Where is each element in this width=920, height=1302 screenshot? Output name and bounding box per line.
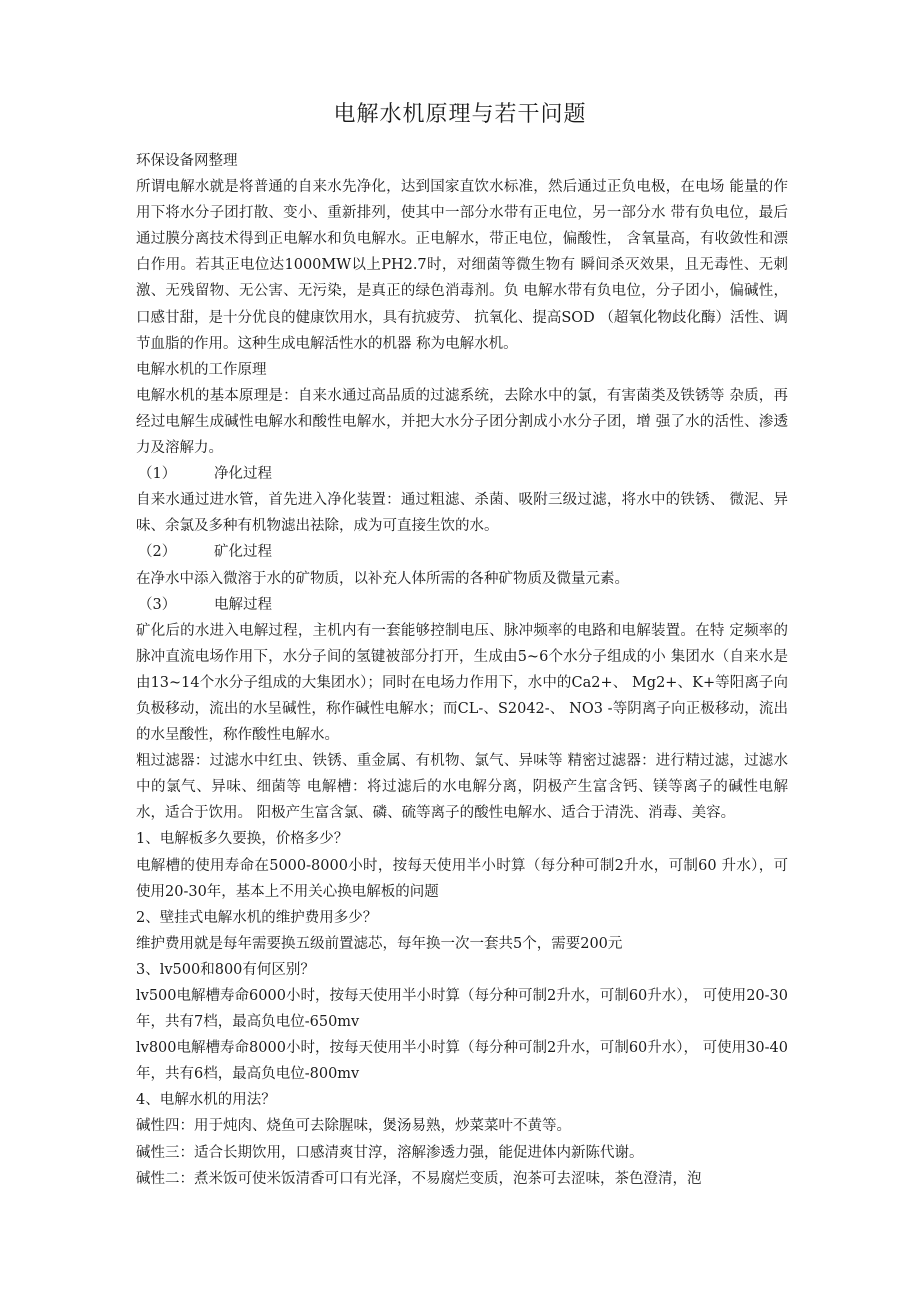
step2-heading [136, 539, 788, 565]
document-title: 电解水机原理与若干问题 [333, 102, 587, 127]
answer-1: 电解槽的使用寿命在5000-8000小时，按每天使用半小时算（每分种可制2升水，可制60 升水），可使用20-30年，基本上不用关心换电解板的问题 [136, 857, 788, 900]
question-3: 3、lv500和800有何区别？ [136, 961, 315, 978]
usage-alkaline-4: 碱性四：用于炖肉、烧鱼可去除腥味，煲汤易熟，炒菜菜叶不黄等。 [136, 1118, 571, 1135]
question-2: 2、壁挂式电解水机的维护费用多少？ [136, 909, 378, 926]
question-1: 1、电解板多久要换，价格多少？ [136, 831, 349, 848]
step1-paragraph: 自来水通过进水管，首先进入净化装置：通过粗滤、杀菌、吸附三级过滤，将水中的铁锈、 微泥、异味、余氯及多种有机物滤出祛除，成为可直接生饮的水。 [136, 492, 788, 535]
step1-number: （1） [138, 466, 177, 483]
document-body [136, 148, 788, 1192]
step3-title: 电解过程 [214, 596, 272, 613]
answer-3-lv800: lv800电解槽寿命8000小时，按每天使用半小时算（每分种可制2升水，可制60升水）， 可使用30-40年，共有6档，最高负电位-800mv [136, 1040, 788, 1083]
source-line: 环保设备网整理 [136, 153, 238, 169]
step1-title: 净化过程 [214, 466, 272, 483]
principle-paragraph: 电解水机的基本原理是：自来水通过高品质的过滤系统，去除水中的氯，有害菌类及铁锈等 杂质，再经过电解生成碱性电解水和酸性电解水，并把大水分子团分割成小水分子团，增 强了水的活性、渗透力及溶解力。 [136, 387, 788, 457]
intro-paragraph: 所谓电解水就是将普通的自来水先净化，达到国家直饮水标准，然后通过正负电极，在电场 能量的作用下将水分子团打散、变小、重新排列，使其中一部分水带有正电位，另一部分水 带有负电位，最后通过膜分离技术得到正电解水和负电解水。正电解水，带正电位，偏酸性， 含氧量高，有收敛性和漂白作用。若其正电位达1000MW以上PH2.7时，对细菌等微生物有 瞬间杀灭效果，且无毒性、无刺激、无残留物、无公害、无污染，是真正的绿色消毒剂。负 电解水带有负电位，分子团小，偏碱性，口感甘甜，是十分优良的健康饮用水，具有抗疲劳、 抗氧化、提高SOD （超氧化物歧化酶）活性、调节血脂的作用。这种生成电解活性水的机器 称为电解水机。 [136, 179, 788, 352]
step1-heading [136, 461, 788, 487]
step3-paragraph: 矿化后的水进入电解过程，主机内有一套能够控制电压、脉冲频率的电路和电解装置。在特 定频率的脉冲直流电场作用下，水分子间的氢键被部分打开，生成由5~6个水分子组成的小 集团水（自来水是由13~14个水分子组成的大集团水）；同时在电场力作用下，水中的Ca2+、 Mg2+、K+等阳离子向负极移动，流出的水呈碱性，称作碱性电解水；而CL-、S2042-、 NO3 -等阴离子向正极移动，流出的水呈酸性，称作酸性电解水。 [136, 622, 788, 744]
usage-alkaline-2: 碱性二：煮米饭可使米饭清香可口有光泽，不易腐烂变质，泡茶可去涩味，茶色澄清，泡 [136, 1170, 702, 1187]
step2-paragraph: 在净水中添入微溶于水的矿物质，以补充人体所需的各种矿物质及微量元素。 [136, 570, 629, 587]
answer-2: 维护费用就是每年需要换五级前置滤芯，每年换一次一套共5个，需要200元 [136, 935, 623, 952]
step3-number: （3） [138, 596, 177, 613]
usage-alkaline-3: 碱性三：适合长期饮用，口感清爽甘淳，溶解渗透力强，能促进体内新陈代谢。 [136, 1144, 644, 1161]
filter-paragraph: 粗过滤器：过滤水中红虫、铁锈、重金属、有机物、氯气、异味等 精密过滤器：进行精过滤，过滤水中的氯气、异味、细菌等 电解槽：将过滤后的水电解分离，阴极产生富含钙、镁等离子的碱性电解水，适合于饮用。 阳极产生富含氯、磷、硫等离子的酸性电解水、适合于清洗、消毒、美容。 [136, 753, 788, 822]
principle-heading: 电解水机的工作原理 [136, 361, 267, 378]
question-4: 4、电解水机的用法？ [136, 1092, 276, 1109]
step3-heading [136, 592, 788, 618]
step2-title: 矿化过程 [214, 544, 272, 561]
answer-3-lv500: lv500电解槽寿命6000小时，按每天使用半小时算（每分种可制2升水，可制60升水）， 可使用20-30年，共有7档，最高负电位-650mv [136, 988, 788, 1031]
step2-number: （2） [138, 544, 177, 561]
